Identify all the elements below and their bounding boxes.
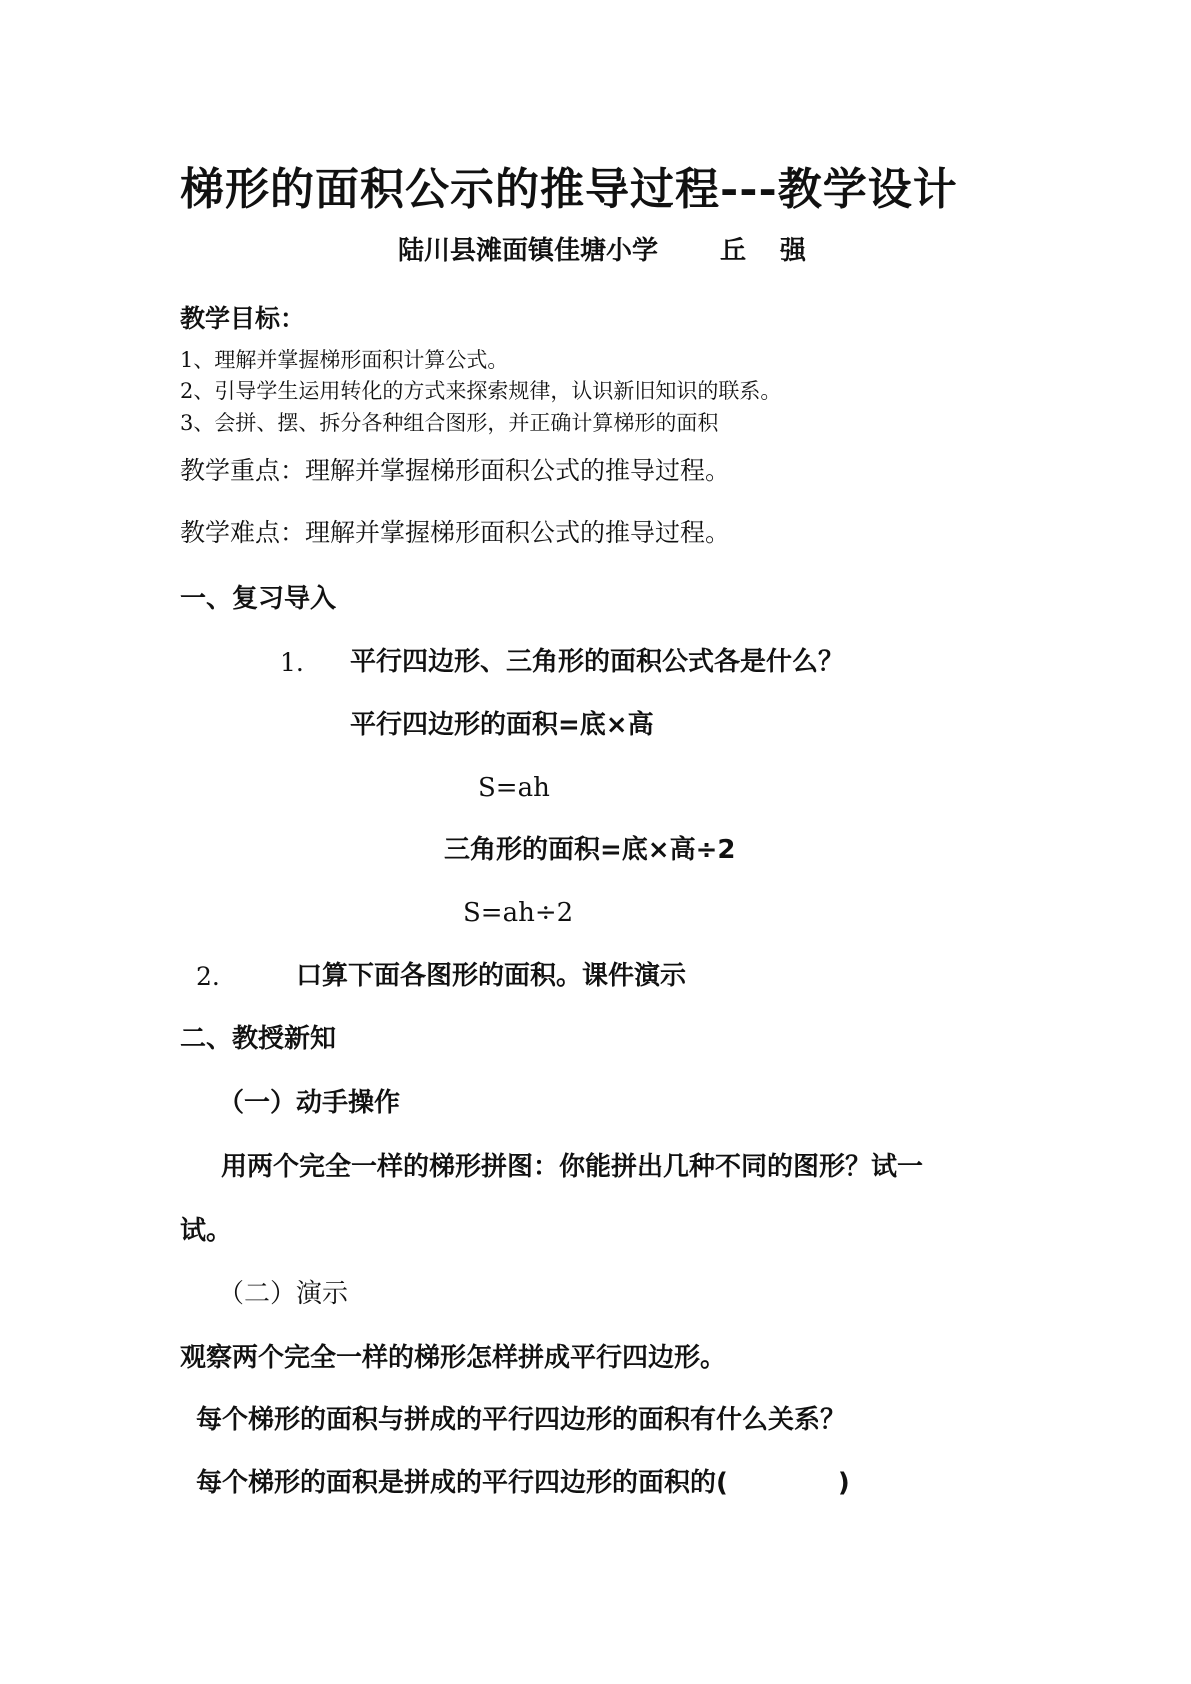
question1-number: 1. — [280, 648, 304, 677]
key-point: 教学重点：理解并掌握梯形面积公式的推导过程。 — [180, 456, 731, 485]
goal-item-1: 1、理解并掌握梯形面积计算公式。 — [180, 348, 509, 372]
relation-question: 每个梯形的面积与拼成的平行四边形的面积有什么关系？ — [196, 1405, 847, 1435]
answer-suffix: ) — [837, 1468, 850, 1498]
author-name: 丘强 — [720, 236, 841, 266]
goals-heading: 教学目标： — [180, 304, 306, 333]
author-school: 陆川县滩面镇佳塘小学 — [398, 236, 659, 266]
section2-heading: 二、教授新知 — [180, 1024, 337, 1054]
formula2-equation: S=ah÷2 — [463, 898, 574, 928]
section1-heading: 一、复习导入 — [180, 584, 337, 614]
question1-text: 平行四边形、三角形的面积公式各是什么？ — [350, 647, 845, 677]
subsection1-heading: （一）动手操作 — [218, 1088, 401, 1118]
answer-prefix: 每个梯形的面积是拼成的平行四边形的面积的( — [196, 1468, 728, 1498]
difficulty-point: 教学难点：理解并掌握梯形面积公式的推导过程。 — [180, 518, 731, 547]
author-line — [0, 238, 1191, 268]
question2-number: 2. — [196, 962, 220, 991]
question2-text: 口算下面各图形的面积。课件演示 — [296, 961, 687, 991]
subsection2-heading: （二）演示 — [218, 1279, 349, 1309]
formula1-equation: S=ah — [478, 773, 550, 803]
goal-item-2: 2、引导学生运用转化的方式来探索规律，认识新旧知识的联系。 — [180, 379, 782, 403]
observe-text: 观察两个完全一样的梯形怎样拼成平行四边形。 — [180, 1343, 727, 1373]
task-text-line1: 用两个完全一样的梯形拼图：你能拼出几种不同的图形？试一 — [221, 1152, 924, 1182]
answer-line — [196, 1470, 850, 1496]
formula1-text: 平行四边形的面积=底×高 — [350, 710, 654, 740]
task-text-line2: 试。 — [180, 1216, 233, 1246]
goal-item-3: 3、会拼、摆、拆分各种组合图形，并正确计算梯形的面积 — [180, 411, 719, 435]
formula2-text: 三角形的面积=底×高÷2 — [444, 835, 736, 865]
document-title: 梯形的面积公示的推导过程---教学设计 — [180, 164, 958, 215]
